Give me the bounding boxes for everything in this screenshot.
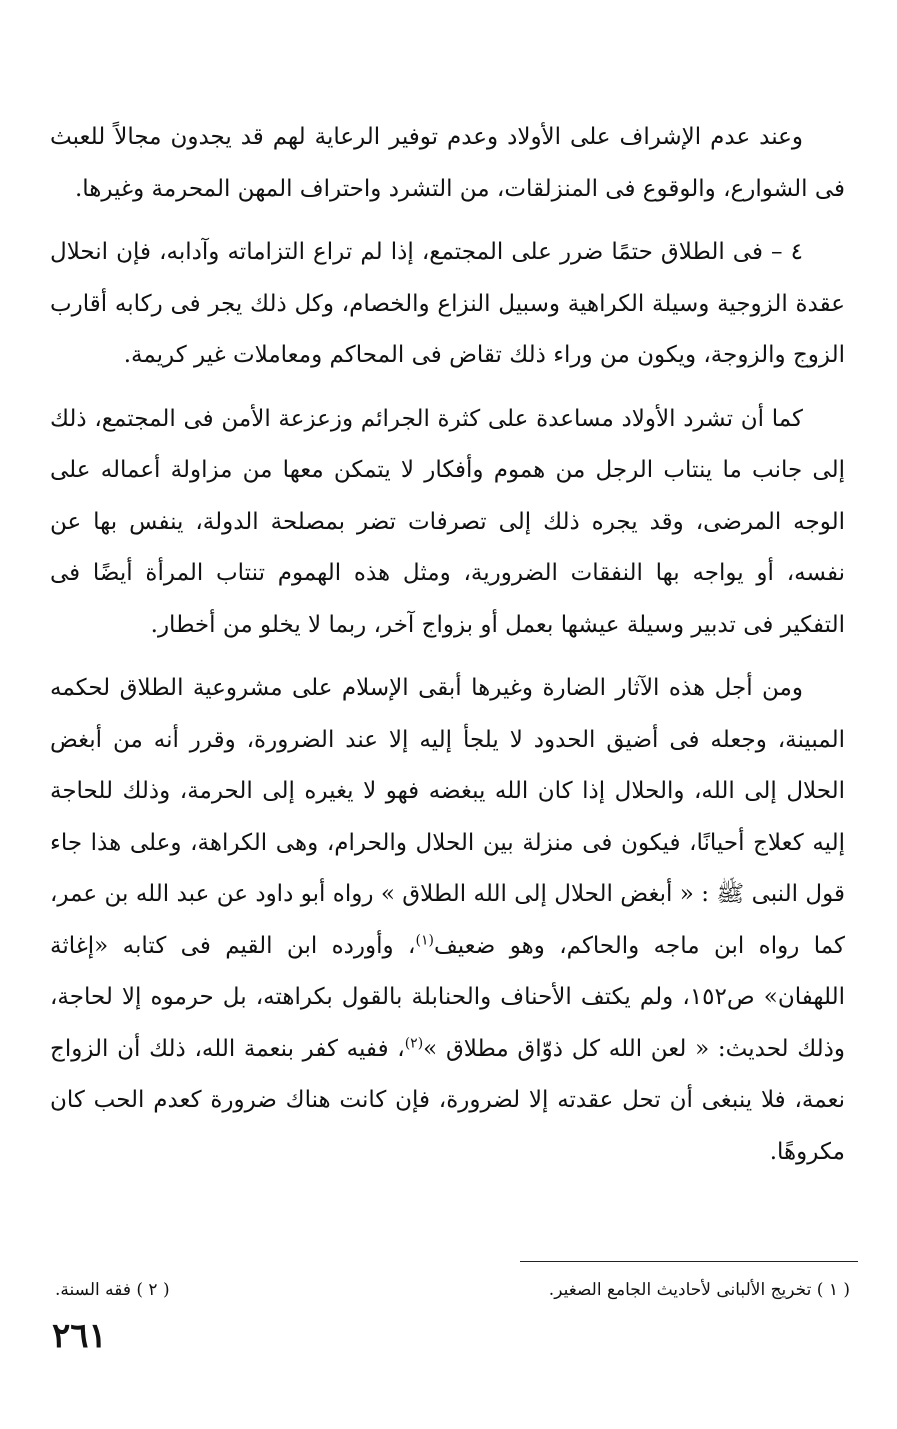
footnote-1: ( ١ ) تخريج الألبانى لأحاديث الجامع الصغير. — [548, 1280, 850, 1300]
paragraph-4-part-1: ومن أجل هذه الآثار الضارة وغيرها أبقى الإسلام على مشروعية الطلاق لحكمه المبينة، وجعله فى أضيق الحدود لا يلجأ إليه إلا عند الضرورة، وقرر أنه من أبغض الحلال إلى الله، والحلال إذا كان الله يبغضه فهو لا يغيره إلى الحرمة، وذلك للحاجة إليه كعلاج أحيانًا، فيكون فى منزلة بين الحلال والحرام، وهى الكراهة، وعلى هذا جاء قول النبى ﷺ : « أبغض الحلال إلى الله الطلاق » رواه أبو داود عن عبد الله بن عمر، كما رواه ابن ماجه والحاكم، وهو ضعيف — [50, 675, 845, 959]
footnote-separator — [520, 1261, 858, 1262]
paragraph-4-part-3: ، ففيه كفر بنعمة الله، ذلك أن الزواج نعمة، فلا ينبغى أن تحل عقدته إلا لضرورة، فإن كانت هناك ضرورة كعدم الحب كان مكروهًا. — [50, 1035, 845, 1165]
footnote-2: ( ٢ ) فقه السنة. — [55, 1280, 170, 1300]
paragraph-4-part-2: ، وأورده ابن القيم فى كتابه «إغاثة اللهفان» ص١٥٢، ولم يكتف الأحناف والحنابلة بالقول بكراهته، بل حرموه إلا لحاجة، وذلك لحديث: « لعن الله كل ذوّاق مطلاق » — [50, 932, 845, 1062]
page-body — [50, 112, 845, 1190]
footnote-ref-2[interactable]: (٢) — [404, 1034, 424, 1051]
paragraph-4 — [50, 663, 845, 1178]
paragraph-1: وعند عدم الإشراف على الأولاد وعدم توفير الرعاية لهم قد يجدون مجالاً للعبث فى الشوارع، والوقوع فى المنزلقات، من التشرد واحتراف المهن المحرمة وغيرها. — [50, 124, 845, 202]
footnote-ref-1[interactable]: (١) — [415, 931, 434, 948]
paragraph-2: ٤ – فى الطلاق حتمًا ضرر على المجتمع، إذا لم تراع التزاماته وآدابه، فإن انحلال عقدة الزوجية وسيلة الكراهية وسبيل النزاع والخصام، وكل ذلك يجر فى ركابه أقارب الزوج والزوجة، ويكون من وراء ذلك تقاض فى المحاكم ومعاملات غير كريمة. — [50, 239, 845, 368]
page-number: ٢٦١ — [52, 1316, 107, 1356]
paragraph-3: كما أن تشرد الأولاد مساعدة على كثرة الجرائم وزعزعة الأمن فى المجتمع، ذلك إلى جانب ما ينتاب الرجل من هموم وأفكار لا يتمكن معها من مزاولة أعماله على الوجه المرضى، وقد يجره ذلك إلى تصرفات تضر بمصلحة الدولة، ينفس بها عن نفسه، أو يواجه بها النفقات الضرورية، ومثل هذه الهموم تنتاب المرأة أيضًا فى التفكير فى تدبير وسيلة عيشها بعمل أو بزواج آخر، ربما لا يخلو من أخطار. — [50, 405, 845, 638]
